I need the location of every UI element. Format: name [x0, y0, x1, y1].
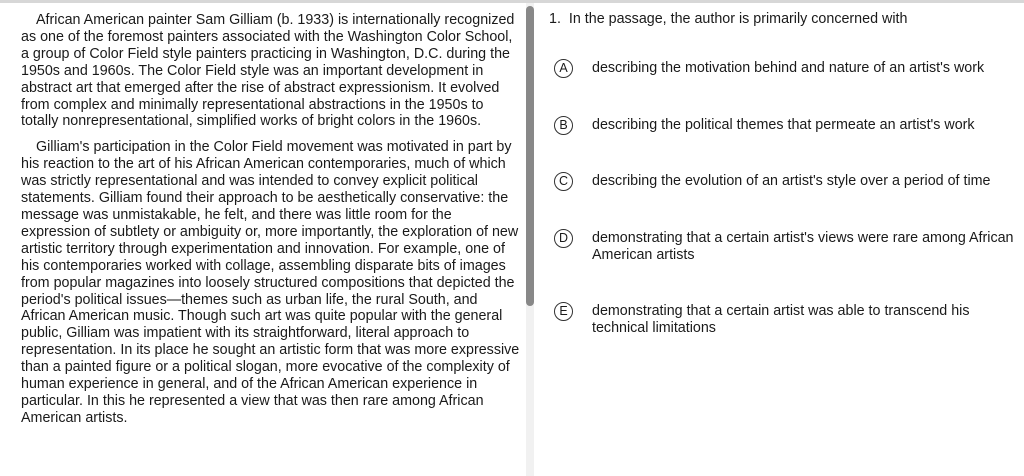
question-text: In the passage, the author is primarily concerned with [568, 11, 908, 27]
option-e-text: demonstrating that a certain artist was able to transcend his technical limitations [592, 303, 970, 336]
answer-option-e[interactable] [554, 303, 1024, 337]
answer-option-b[interactable] [554, 117, 1024, 135]
question-pane [534, 3, 1024, 476]
option-b-text: describing the political themes that permeate an artist's work [592, 117, 975, 133]
answer-option-c[interactable] [554, 173, 1024, 191]
option-a-text: describing the motivation behind and nature of an artist's work [592, 60, 985, 76]
option-d-radio[interactable]: D [554, 229, 573, 248]
option-c-text: describing the evolution of an artist's style over a period of time [592, 173, 991, 189]
passage-pane [0, 3, 526, 476]
answer-option-a[interactable] [554, 60, 1024, 78]
option-b-radio[interactable]: B [554, 116, 573, 135]
question-stem [549, 11, 907, 28]
option-d-text: demonstrating that a certain artist's views were rare among African American artists [592, 230, 1014, 263]
passage-text [21, 12, 521, 436]
answer-option-d[interactable] [554, 230, 1024, 264]
question-number: 1. [549, 11, 561, 27]
passage-scrollbar-thumb[interactable] [526, 6, 534, 306]
option-a-radio[interactable]: A [554, 59, 573, 78]
option-e-radio[interactable]: E [554, 302, 573, 321]
option-c-radio[interactable]: C [554, 172, 573, 191]
passage-paragraph-2: Gilliam's participation in the Color Field movement was motivated in part by his reaction to the art of his African American contemporaries, much of which was strictly representational and was intended to convey explicit political statements. Gilliam found their approach to be aesthetically conservative: the message was unmistakable, he felt, and there was little room for the expression of subtlety or ambiguity or, more importantly, the exploration of new artistic territory through experimentation and innovation. For example, one of his contemporaries worked with collage, assembling disparate bits of images from popular magazines into loosely structured compositions that depicted the period's political issues—themes such as urban life, the rural South, and African American music. Though such art was quite popular with the general public, Gilliam was impatient with its straightforward, literal approach to representation. In its place he sought an artistic form that was more expressive than a painted figure or a political slogan, more evocative of the complexity of human experience in general, and of the African American experience in particular. In this he represented a view that was then rare among African American artists. [21, 139, 520, 426]
passage-paragraph-1: African American painter Sam Gilliam (b. 1933) is internationally recognized as one of the foremost painters associated with the Washington Color School, a group of Color Field style painters practicing in Washington, D.C. during the 1950s and 1960s. The Color Field style was an important development in abstract art that emerged after the rise of abstract expressionism. It evolved from complex and minimally representational abstractions in the 1950s to totally nonrepresentational, simplified works of bright colors in the 1960s. [21, 12, 515, 130]
